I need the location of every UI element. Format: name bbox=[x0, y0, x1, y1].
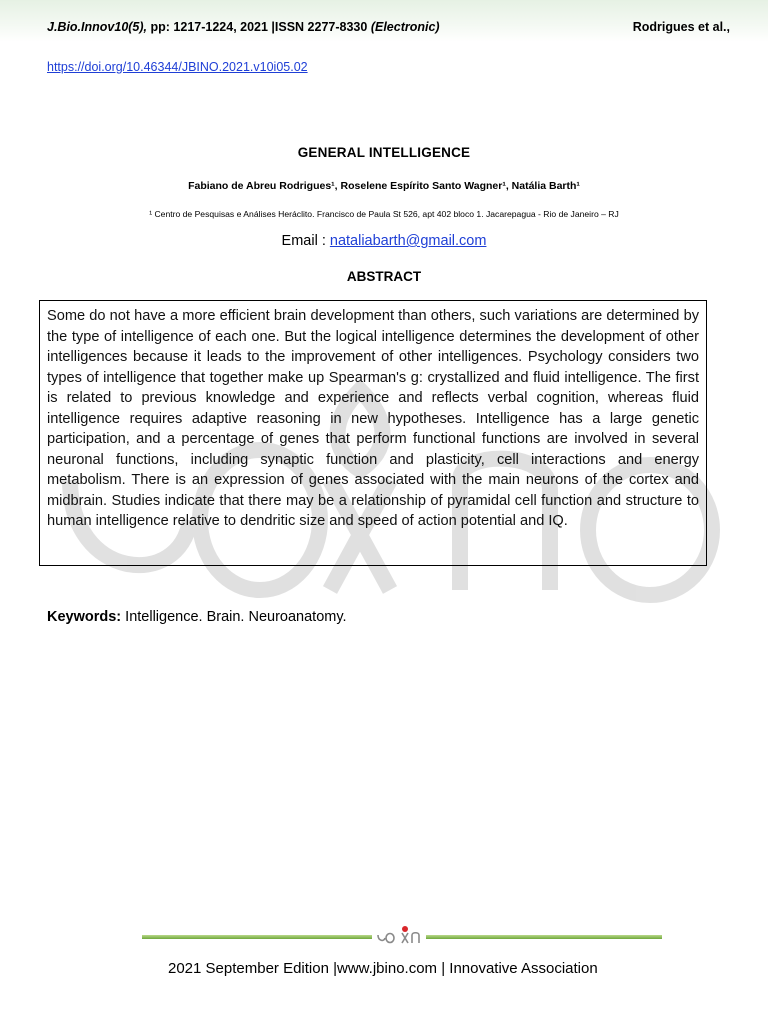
email-label: Email : bbox=[281, 233, 330, 249]
journal-citation bbox=[47, 20, 440, 34]
keywords-values: Intelligence. Brain. Neuroanatomy. bbox=[121, 609, 347, 625]
doi-link[interactable]: https://doi.org/10.46344/JBINO.2021.v10i05.02 bbox=[47, 60, 308, 74]
paper-title: GENERAL INTELLIGENCE bbox=[297, 145, 471, 160]
footer-logo-icon bbox=[372, 923, 426, 945]
running-author: Rodrigues et al., bbox=[632, 20, 730, 34]
journal-pages: pp: 1217-1224, 2021 |ISSN 2277-8330 bbox=[147, 20, 371, 34]
author-list: Fabiano de Abreu Rodrigues¹, Roselene Espírito Santo Wagner¹, Natália Barth¹ bbox=[188, 180, 580, 192]
abstract-text: Some do not have a more efficient brain development than others, such variations are determined by the type of intelligence of each one. But the logical intelligence determines the development of other intelligences because it leads to the improvement of other intelligences. Psychology considers two types of intelligence that together make up Spearman's g: crystallized and fluid intelligence. The first is related to previous knowledge and experience and reflects verbal cognition, whereas fluid intelligence requires adaptive reasoning in new hypotheses. Intelligence has a large genetic participation, and a percentage of genes that perform functional functions are involved in several neuronal functions, including synaptic function and plasticity, cell interactions and energy metabolism. There is an expression of genes associated with the main neurons of the cortex and midbrain. Studies indicate that there may be a relationship of pyramidal cell function and structure to human intelligence relative to dendritic size and speed of action potential and IQ. bbox=[47, 308, 699, 529]
email-line bbox=[0, 233, 768, 249]
keywords-label: Keywords: bbox=[47, 609, 122, 625]
keywords bbox=[47, 609, 347, 625]
email-link[interactable]: nataliabarth@gmail.com bbox=[329, 233, 487, 249]
abstract-heading: ABSTRACT bbox=[346, 269, 422, 284]
abstract-box bbox=[39, 300, 707, 566]
affiliation: ¹ Centro de Pesquisas e Análises Heráclito. Francisco de Paula St 526, apt 402 bloco 1. Jacarepagua - Rio de Janeiro – RJ bbox=[149, 209, 619, 219]
journal-prefix: J.Bio.Innov10(5), bbox=[47, 20, 148, 34]
journal-electronic: (Electronic) bbox=[370, 20, 440, 34]
footer-text: 2021 September Edition |www.jbino.com | Innovative Association bbox=[168, 960, 598, 977]
